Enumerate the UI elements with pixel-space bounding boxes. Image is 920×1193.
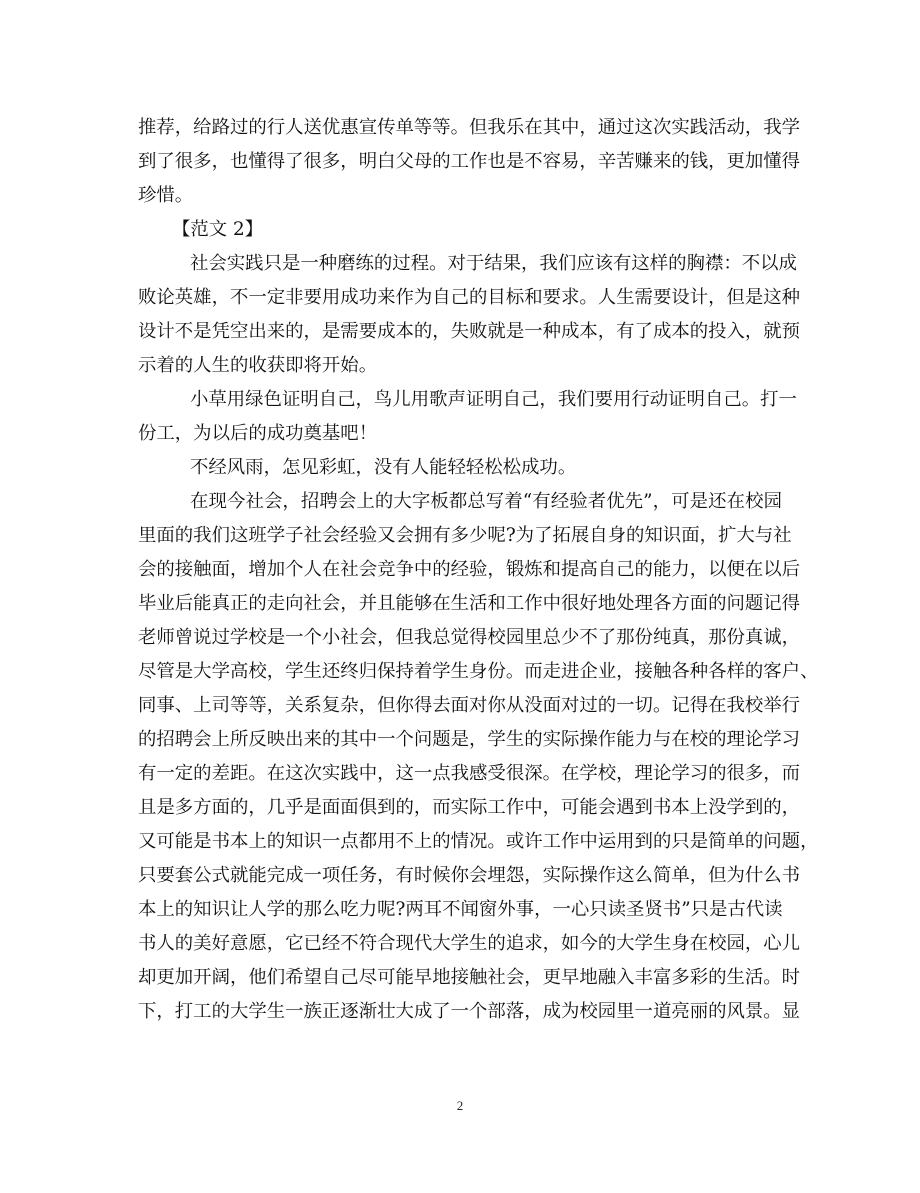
text-line: 败论英雄，不一定非要用成功来作为自己的目标和要求。人生需要设计，但是这种	[138, 287, 801, 308]
text-line: 到了很多，也懂得了很多，明白父母的工作也是不容易，辛苦赚来的钱，更加懂得	[138, 151, 801, 172]
text-line: 在现今社会，招聘会上的大字板都总写着“有经验者优先”，可是还在校园	[190, 491, 782, 512]
text-line: 珍惜。	[138, 185, 194, 206]
text-line: 不经风雨，怎见彩虹，没有人能轻轻松松成功。	[190, 457, 577, 478]
document-body	[138, 111, 819, 1029]
text-line: 里面的我们这班学子社会经验又会拥有多少呢?为了拓展自身的知识面，扩大与社	[138, 525, 792, 546]
text-line: 且是多方面的，几乎是面面俱到的，而实际工作中，可能会遇到书本上没学到的，	[138, 797, 801, 818]
text-line: 份工，为以后的成功奠基吧！	[138, 423, 378, 444]
page-number: 2	[456, 1098, 464, 1113]
text-line: 老师曾说过学校是一个小社会，但我总觉得校园里总少不了那份纯真，那份真诚，	[138, 627, 801, 648]
text-line: 社会实践只是一种磨练的过程。对于结果，我们应该有这样的胸襟：不以成	[190, 253, 797, 274]
text-line: 示着的人生的收获即将开始。	[138, 355, 378, 376]
text-line: 下，打工的大学生一族正逐渐壮大成了一个部落，成为校园里一道亮丽的风景。显	[138, 1001, 801, 1022]
text-line: 书人的美好意愿，它已经不符合现代大学生的追求，如今的大学生身在校园，心儿	[138, 933, 801, 954]
text-line: 的招聘会上所反映出来的其中一个问题是，学生的实际操作能力与在校的理论学习	[138, 729, 801, 750]
text-line: 毕业后能真正的走向社会，并且能够在生活和工作中很好地处理各方面的问题记得	[138, 593, 801, 614]
text-line: 尽管是大学高校，学生还终归保持着学生身份。而走进企业，接触各种各样的客户、	[138, 661, 819, 682]
text-line: 有一定的差距。在这次实践中，这一点我感受很深。在学校，理论学习的很多，而	[138, 763, 801, 784]
text-line: 推荐，给路过的行人送优惠宣传单等等。但我乐在其中，通过这次实践活动，我学	[138, 117, 801, 138]
text-line: 小草用绿色证明自己，鸟儿用歌声证明自己，我们要用行动证明自己。打一	[190, 389, 797, 410]
text-line: 却更加开阔，他们希望自己尽可能早地接触社会，更早地融入丰富多彩的生活。时	[138, 967, 801, 988]
section-heading: 【范文 2】	[172, 219, 264, 240]
text-line: 只要套公式就能完成一项任务，有时候你会埋怨，实际操作这么简单，但为什么书	[138, 865, 801, 886]
text-line: 本上的知识让人学的那么吃力呢?两耳不闻窗外事，一心只读圣贤书”只是古代读	[138, 899, 783, 920]
text-line: 会的接触面，增加个人在社会竞争中的经验，锻炼和提高自己的能力，以便在以后	[138, 559, 801, 580]
text-line: 设计不是凭空出来的，是需要成本的，失败就是一种成本，有了成本的投入，就预	[138, 321, 801, 342]
text-line: 又可能是书本上的知识一点都用不上的情况。或许工作中运用到的只是简单的问题，	[138, 831, 819, 852]
text-line: 同事、上司等等，关系复杂，但你得去面对你从没面对过的一切。记得在我校举行	[138, 695, 801, 716]
